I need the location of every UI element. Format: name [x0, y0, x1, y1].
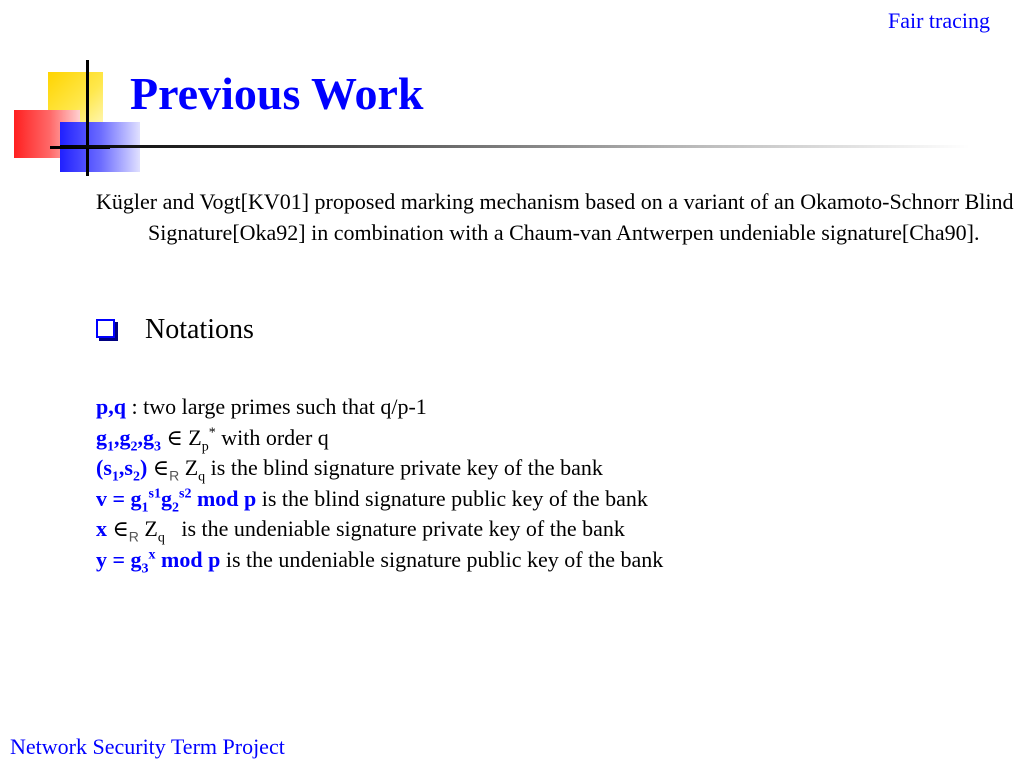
logo-vertical-line	[86, 60, 89, 176]
notation-pq	[96, 392, 663, 423]
notation-v	[96, 484, 663, 515]
desc-v: is the blind signature public key of the bank	[261, 485, 648, 511]
intro-paragraph: Kügler and Vogt[KV01] proposed marking mechanism based on a variant of an Okamoto-Schnorr Blind Signature[Oka92] in combination with a Chaum-van Antwerpen undeniable signature[Cha90].	[96, 189, 1014, 245]
symbol-pq: p,q	[96, 394, 126, 419]
slide-title: Previous Work	[130, 68, 424, 119]
desc-pq: : two large primes such that q/p-1	[125, 394, 427, 419]
desc-g: with order q	[215, 424, 329, 450]
desc-x: is the undeniable signature private key of the bank	[181, 516, 625, 541]
desc-s: is the blind signature private key of the bank	[210, 455, 603, 480]
symbol-v: $v = g_1^{s1}g_2^{s2}$ mod p	[96, 485, 257, 515]
desc-y: is the undeniable signature public key of the bank	[225, 546, 664, 572]
footer-text: Network Security Term Project	[10, 734, 285, 759]
notations-bullet	[96, 312, 254, 348]
notation-g: $g_1,g_2,g_3$ ∈ $Z_p^*$ with order q	[96, 424, 329, 454]
checkbox-bullet-icon	[96, 319, 115, 338]
symbol-g: $g_1,g_2,g_3$	[96, 424, 161, 454]
notation-x: x $\in_R$ $Z_q$ is the undeniable signature private key of the bank	[96, 516, 625, 546]
title-divider	[60, 145, 970, 148]
notation-s: $(s_1,s_2)$ $\in_R$ $Z_q$ is the blind signature private key of the bank	[96, 455, 603, 485]
section-label: Fair tracing	[887, 8, 990, 33]
decorative-logo	[12, 60, 142, 180]
notation-y	[96, 545, 663, 576]
symbol-x: x	[96, 516, 107, 541]
bullet-label: Notations	[145, 314, 254, 345]
notations-list	[96, 392, 663, 575]
symbol-y: $y = g_3^x$ mod p	[96, 546, 221, 576]
symbol-s: $(s_1,s_2)$	[96, 455, 148, 485]
